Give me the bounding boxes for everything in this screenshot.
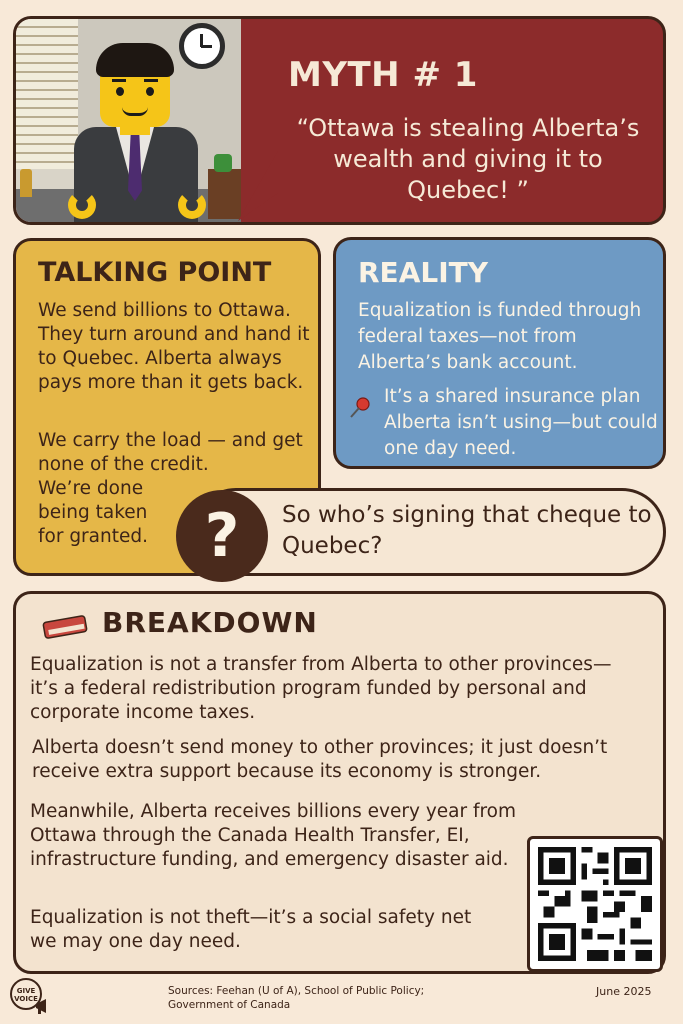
breakdown-paragraph: Meanwhile, Alberta receives billions every year from Ottawa through the Canada Health Transfer, EI, infrastructure funding, and emergency disaster aid. (30, 801, 517, 870)
reality-paragraph: It’s a shared insurance plan Alberta isn’t using—but could one day need. (384, 386, 658, 459)
breakdown-paragraph: Equalization is not theft—it’s a social safety net we may one day need. (30, 907, 472, 952)
figure-right-hand (178, 191, 206, 219)
sources-text: Sources: Feehan (U of A), School of Public Policy; Government of Canada (168, 985, 425, 1011)
date-text: June 2025 (596, 985, 652, 998)
megaphone-icon (34, 996, 54, 1016)
breakdown-paragraph: Alberta doesn’t send money to other provinces; it just doesn’t receive extra support because its economy is stronger. (32, 737, 608, 782)
pushpin-icon (348, 396, 372, 420)
talking-point-title: TALKING POINT (38, 257, 272, 288)
qr-code[interactable] (527, 836, 663, 972)
book-icon (40, 611, 90, 641)
talking-point-paragraph: We’re done being taken for granted. (38, 478, 148, 547)
myth-card (13, 16, 666, 225)
myth-title: MYTH # 1 (288, 55, 478, 95)
myth-quote: “Ottawa is stealing Alberta’s wealth and giving it to Quebec! ” (296, 114, 640, 204)
minifigure-illustration (16, 19, 241, 222)
clock-icon (179, 23, 225, 69)
question-icon: ? (176, 490, 268, 582)
reality-title: REALITY (358, 256, 488, 289)
breakdown-paragraph: Equalization is not a transfer from Alberta to other provinces—it’s a federal redistribution program funded by personal and corporate income taxes. (30, 654, 612, 723)
figure-hair (96, 43, 174, 77)
reality-card (333, 237, 666, 469)
reality-paragraph: Equalization is funded through federal taxes—not from Alberta’s bank account. (358, 300, 642, 373)
talking-point-paragraph: We carry the load — and get none of the credit. (38, 430, 303, 475)
window-blinds (16, 19, 78, 169)
talking-point-paragraph: We send billions to Ottawa. They turn around and hand it to Quebec. Alberta always pays more than it gets back. (38, 300, 310, 393)
figure-left-hand (68, 191, 96, 219)
speech-bubble-tail (238, 151, 278, 221)
give-voice-logo: GIVE VOICE (10, 978, 42, 1010)
question-text: So who’s signing that cheque to Quebec? (282, 502, 652, 559)
breakdown-title: BREAKDOWN (102, 606, 318, 639)
trophy-icon (20, 169, 32, 197)
